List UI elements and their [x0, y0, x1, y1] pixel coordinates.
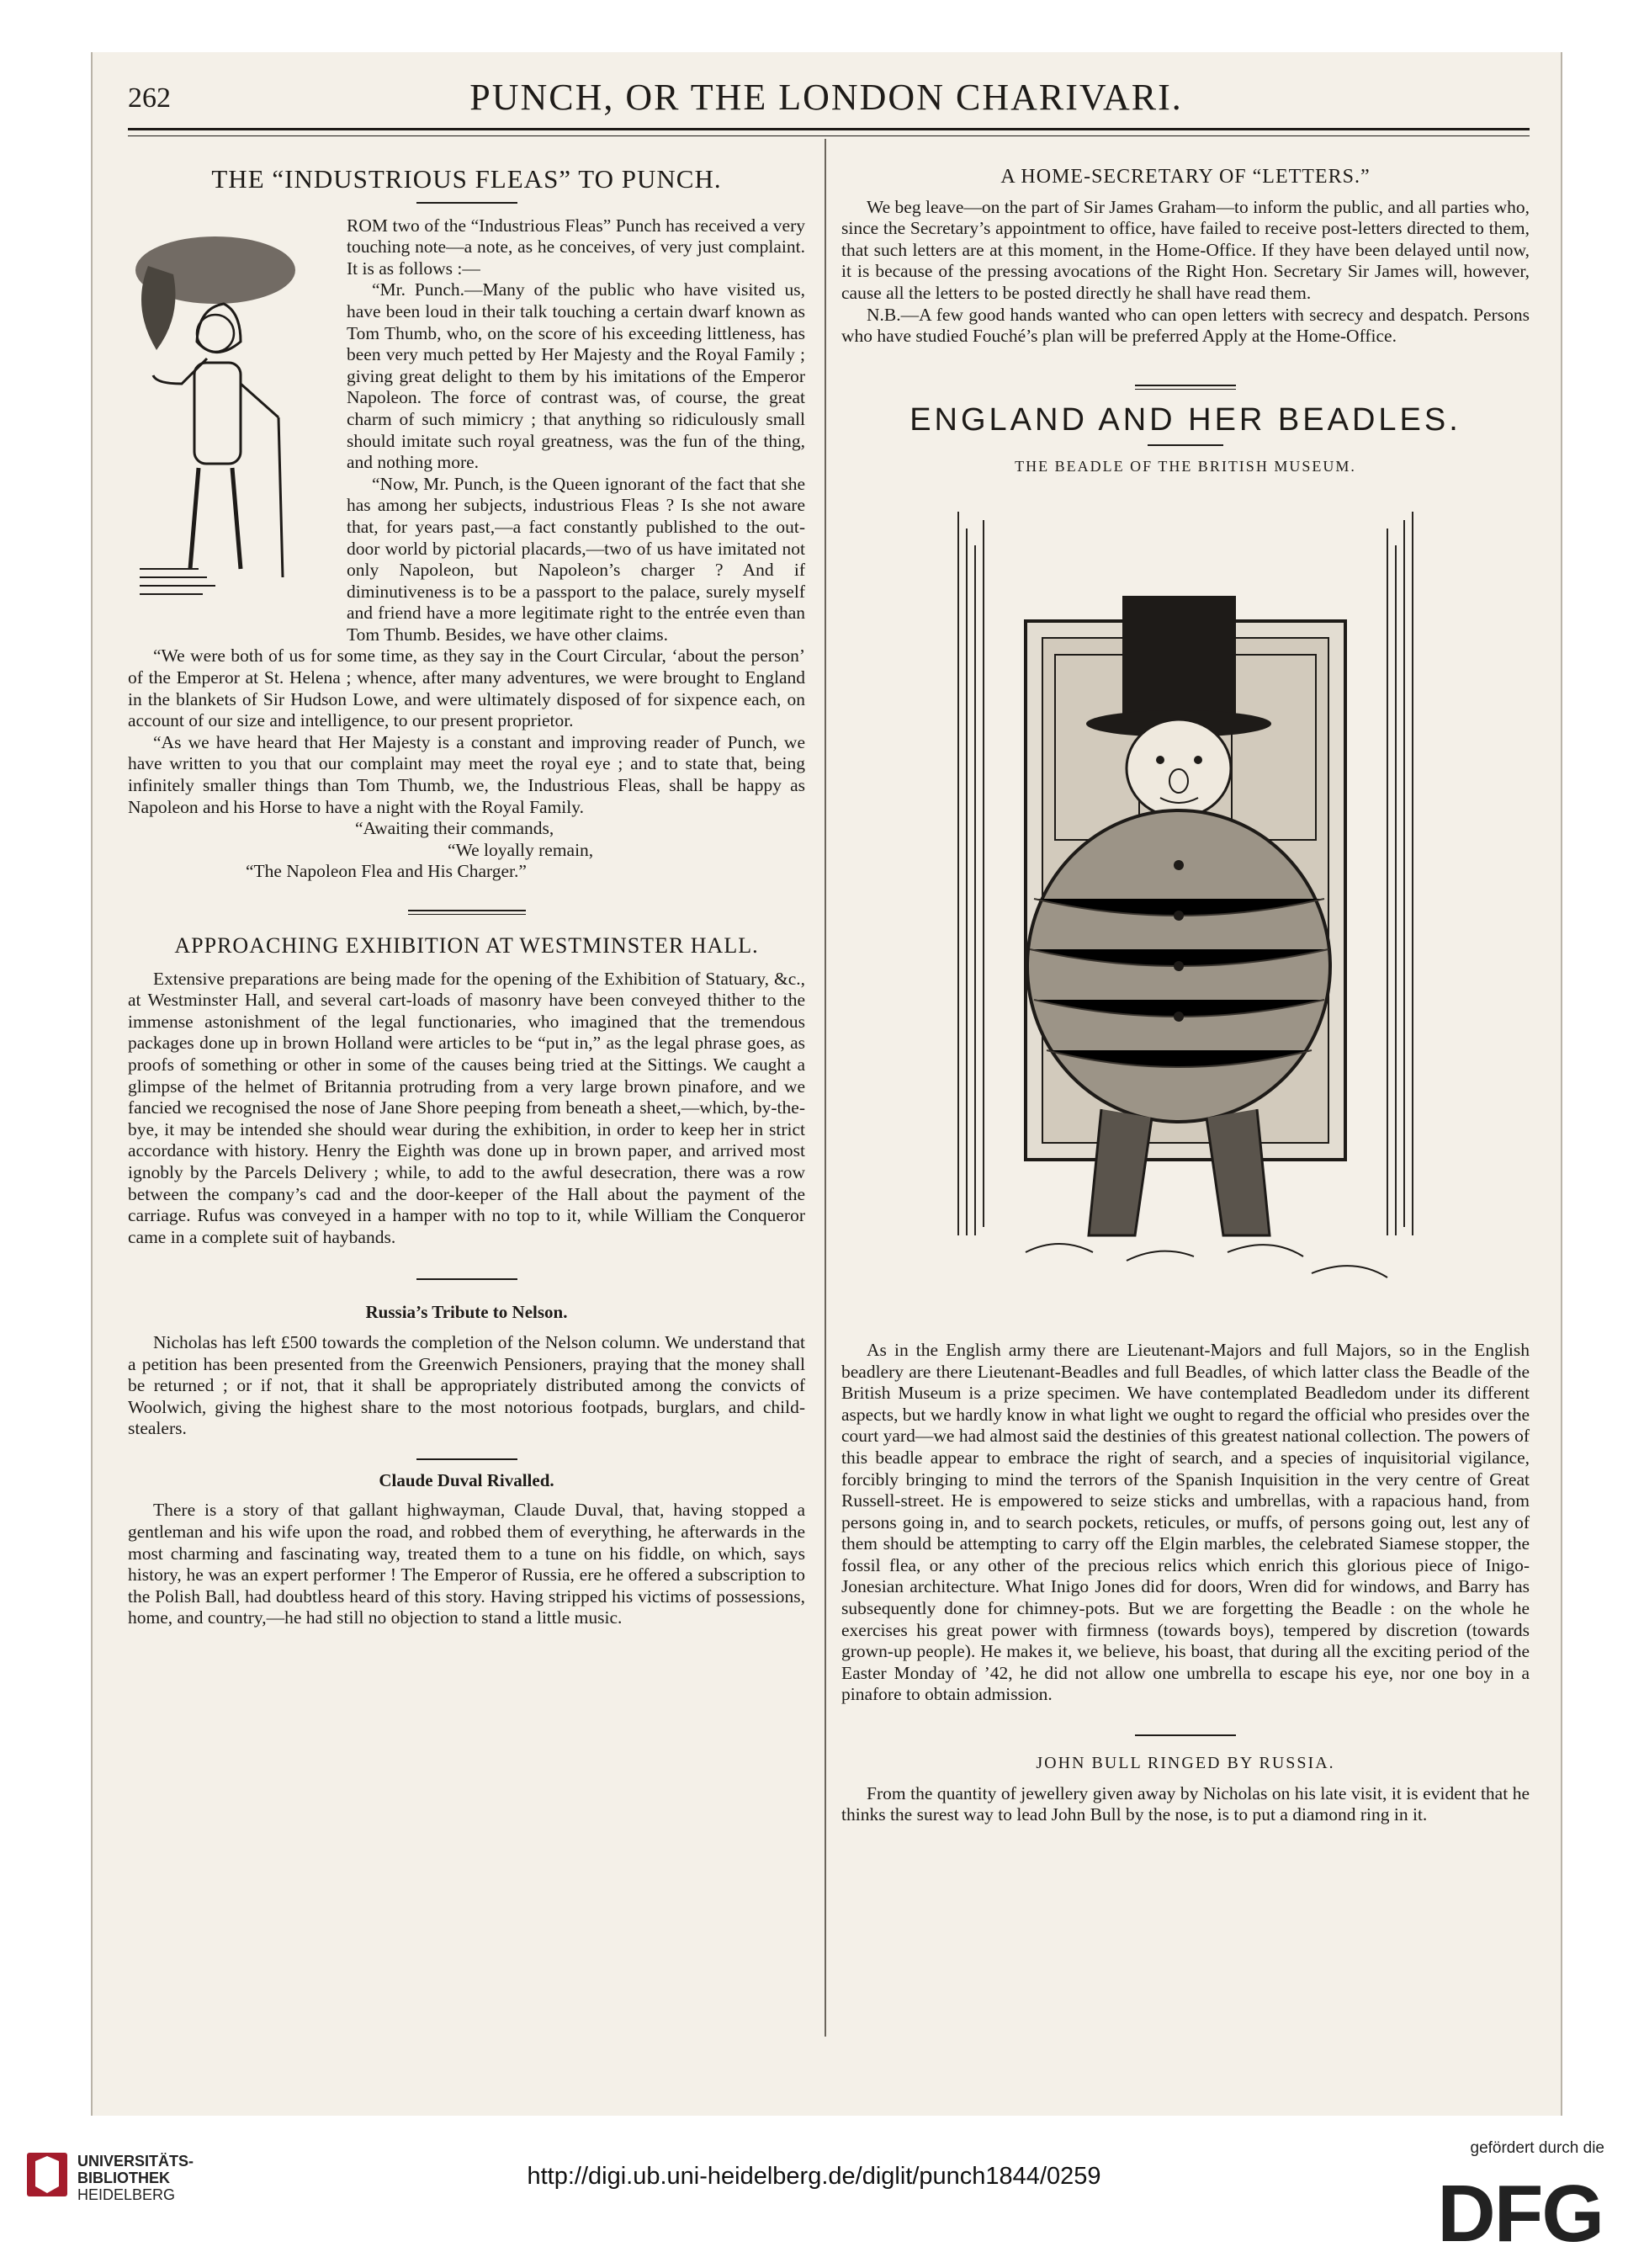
article-exhibition: [128, 935, 805, 1248]
funded-by-label: gefördert durch die: [1470, 2139, 1604, 2157]
header-rule: [128, 128, 1530, 136]
article-john-bull: [841, 1753, 1530, 1826]
fleas-signoff-1: “Awaiting their commands,: [355, 818, 554, 839]
right-column: [841, 151, 1530, 1826]
fleas-paragraph-2: “Mr. Punch.—Many of the public who have visited us, have been loud in their talk touching a certain dwarf known as Tom Thumb, who, on the score of his exceeding littleness, has been very much petted by Her Majesty and the Royal Family ; giving great delight to them by his imitations of the Emperor Napoleon. The force of contrast was, of course, the great charm of such mimicry ; that anything so ridiculously small should imitate such royal greatness, was the fun of the thing, and nothing more.: [347, 279, 805, 473]
article-title-russia: Russia’s Tribute to Nelson.: [365, 1302, 568, 1323]
section-rule: [416, 1278, 517, 1280]
section-rule: [416, 1458, 517, 1460]
title-rule: [1148, 444, 1223, 446]
library-name-line1: UNIVERSITÄTS-: [77, 2153, 194, 2170]
russia-body: Nicholas has left £500 towards the completion of the Nelson column. We understand that a petition has been presented from the Greenwich Pensioners, praying that the money shall be returned ; or if not, that it shall be appropriately distributed among the convicts of Woolwich, giving the highest share to the most notorious footpads, burglars, and child-stealers.: [128, 1331, 805, 1439]
left-column: [128, 151, 805, 1629]
article-industrious-fleas: [128, 164, 805, 883]
article-title-beadles: ENGLAND AND HER BEADLES.: [909, 401, 1461, 438]
napoleon-flea-illustration: [123, 215, 333, 636]
section-rule: [408, 910, 526, 915]
napoleon-flea-drawing: [123, 215, 333, 636]
bull-body: From the quantity of jewellery given away by Nicholas on his late visit, it is evident that he thinks the surest way to lead John Bull by the nose, is to put a diamond ring in it.: [841, 1782, 1530, 1825]
page-number: 262: [128, 82, 171, 114]
permalink[interactable]: http://digi.ub.uni-heidelberg.de/diglit/punch1844/0259: [527, 2163, 1101, 2190]
article-title-exhibition: APPROACHING EXHIBITION AT WESTMINSTER HALL.: [174, 933, 759, 958]
library-name-line3: HEIDELBERG: [77, 2186, 176, 2203]
fleas-paragraph-4: “We were both of us for some time, as they say in the Court Circular, ‘about the person’ of the Emperor at St. Helena ; whence, after many adventures, we were brought to England in the blankets of Sir Hudson Lowe, and were ultimately disposed of for sixpence each, on account of our size and intelligence, to our present proprietor.: [128, 645, 805, 731]
article-beadles: [841, 401, 1530, 1706]
fleas-paragraph-3: “Now, Mr. Punch, is the Queen ignorant of the fact that she has among her subjects, industrious Fleas ? Is she not aware that, for years past,—a fact constantly published to the out-door world by pictorial placards,—two of us have imitated not only Napoleon, but Napoleon’s charger ? And if diminutiveness is to be a passport to the palace, surely myself and friend have a more legitimate right to the entrée even than Tom Thumb. Besides, we have other claims.: [347, 473, 805, 645]
column-divider: [825, 139, 826, 2037]
dfg-logo: DFG: [1437, 2169, 1603, 2259]
article-russia-tribute: [128, 1302, 805, 1440]
fleas-signoff-3: “The Napoleon Flea and His Charger.”: [246, 861, 527, 882]
article-title-letters: A HOME-SECRETARY OF “LETTERS.”: [1000, 166, 1371, 188]
duval-body: There is a story of that gallant highwayman, Claude Duval, that, having stopped a gentleman and his wife upon the road, and robbed them of everything, he afterwards in the most charming and fascinating way, treated them to a tune on his fiddle, on which, says history, he was an expert performer ! The Emperor of Russia, ere he offered a subscription to the Polish Ball, had doubtless heard of this story. Having stripped his victims of possessions, home, and country,—he had still no objection to stand a little music.: [128, 1500, 805, 1628]
article-claude-duval: [128, 1470, 805, 1629]
article-subtitle-beadles: THE BEADLE OF THE BRITISH MUSEUM.: [1015, 458, 1356, 475]
beadle-drawing: [908, 495, 1463, 1320]
beadles-body: As in the English army there are Lieutenant-Majors and full Majors, so in the English beadlery are there Lieutenant-Beadles and full Beadles, of which latter class the Beadle of the British Museum is a prize specimen. We have contemplated Beadledom under its different aspects, but we hardly know in what light we ought to regard the official who presides over the court yard—we had almost said the destinies of this greatest national collection. The powers of this beadle appear to embrace the right of search, and a species of inquisitorial vigilance, forcibly bringing to mind the terrors of the Spanish Inquisition in the very centre of Great Russell-street. He is empowered to seize sticks and umbrellas, with a rapacious hand, from persons going in, and to search pockets, reticules, or muffs, of persons going out, lest any of them should be attempting to carry off the Elgin marbles, the celebrated Siamese stopper, the fossil flea, or any other of the precious relics which enrich this glorious piece of Inigo-Jonesian architecture. What Inigo Jones did for doors, Wren did for windows, and Barry has subsequently done for chimney-pots. But we are forgetting the Beadle : on the whole he exercises his great power with firmness (towards boys), tempered by discretion (towards grown-up people). He makes it, we believe, his boast, that during all the exciting period of the Easter Monday of ’42, he did not allow one umbrella to escape his eye, nor one boy in a pinafore to obtain admission.: [841, 1339, 1530, 1705]
page-header: [128, 76, 1525, 126]
fleas-signoff-2: “We loyally remain,: [448, 839, 594, 860]
letters-body: We beg leave—on the part of Sir James Graham—to inform the public, and all parties who, since the Secretary’s appointment to office, have failed to receive post-letters directed to them, that such letters are at this moment, in the Home-Office. If they have been delayed until now, it is because of the pressing avocations of the Right Hon. Secretary Sir James will, however, cause all the letters to be posted directly he shall have read them.: [841, 196, 1530, 303]
article-title-bull: JOHN BULL RINGED BY RUSSIA.: [1036, 1754, 1335, 1773]
article-title-duval: Claude Duval Rivalled.: [379, 1469, 554, 1490]
article-home-secretary: [841, 167, 1530, 348]
section-rule: [1135, 385, 1236, 390]
section-rule: [1135, 1734, 1236, 1736]
title-rule: [416, 202, 517, 204]
article-title-fleas: THE “INDUSTRIOUS FLEAS” TO PUNCH.: [211, 164, 722, 194]
digitization-footer: [0, 2116, 1628, 2268]
beadle-illustration: [841, 495, 1530, 1320]
exhibition-body: Extensive preparations are being made for the opening of the Exhibition of Statuary, &c., at Westminster Hall, and several cart-loads of masonry have been conveyed thither to the immense astonishment of the legal functionaries, who imagined that the tremendous packages done up in brown Holland were articles to be “put in,” as the legal phrase goes, as proofs of something or other in some of the causes being tried at the Sittings. We caught a glimpse of the helmet of Britannia protruding from a very large brown pinafore, and we fancied we recognised the nose of Jane Shore peeping from beneath a sheet,—which, by-the-bye, it may be intended she should wear during the exhibition, in order to keep her in strict accordance with history. Henry the Eighth was done up in brown paper, and arrived most ignobly by the Parcels Delivery ; while, to add to the awful desecration, there was a row between the company’s cad and the door-keeper of the Hall about the payment of the carriage. Rufus was conveyed in a hamper with no top to it, while William the Conqueror came in a complete suit of haybands.: [128, 968, 805, 1247]
fleas-paragraph-5: “As we have heard that Her Majesty is a constant and improving reader of Punch, we have written to you that our complaint may meet the royal eye ; and to state that, being infinitely smaller things than Tom Thumb, we, the Industrious Fleas, shall be happy as Napoleon and his Horse to have a night with the Royal Family.: [128, 731, 805, 817]
masthead-title: PUNCH, OR THE LONDON CHARIVARI.: [469, 77, 1183, 118]
library-name-line2: BIBLIOTHEK: [77, 2170, 170, 2186]
letters-nb: N.B.—A few good hands wanted who can open letters with secrecy and despatch. Persons who have studied Fouché’s plan will be preferred Apply at the Home-Office.: [841, 304, 1530, 347]
fleas-paragraph-1: ROM two of the “Industrious Fleas” Punch has received a very touching note—a note, as he conceives, of very just complaint. It is as follows :—: [347, 215, 805, 279]
